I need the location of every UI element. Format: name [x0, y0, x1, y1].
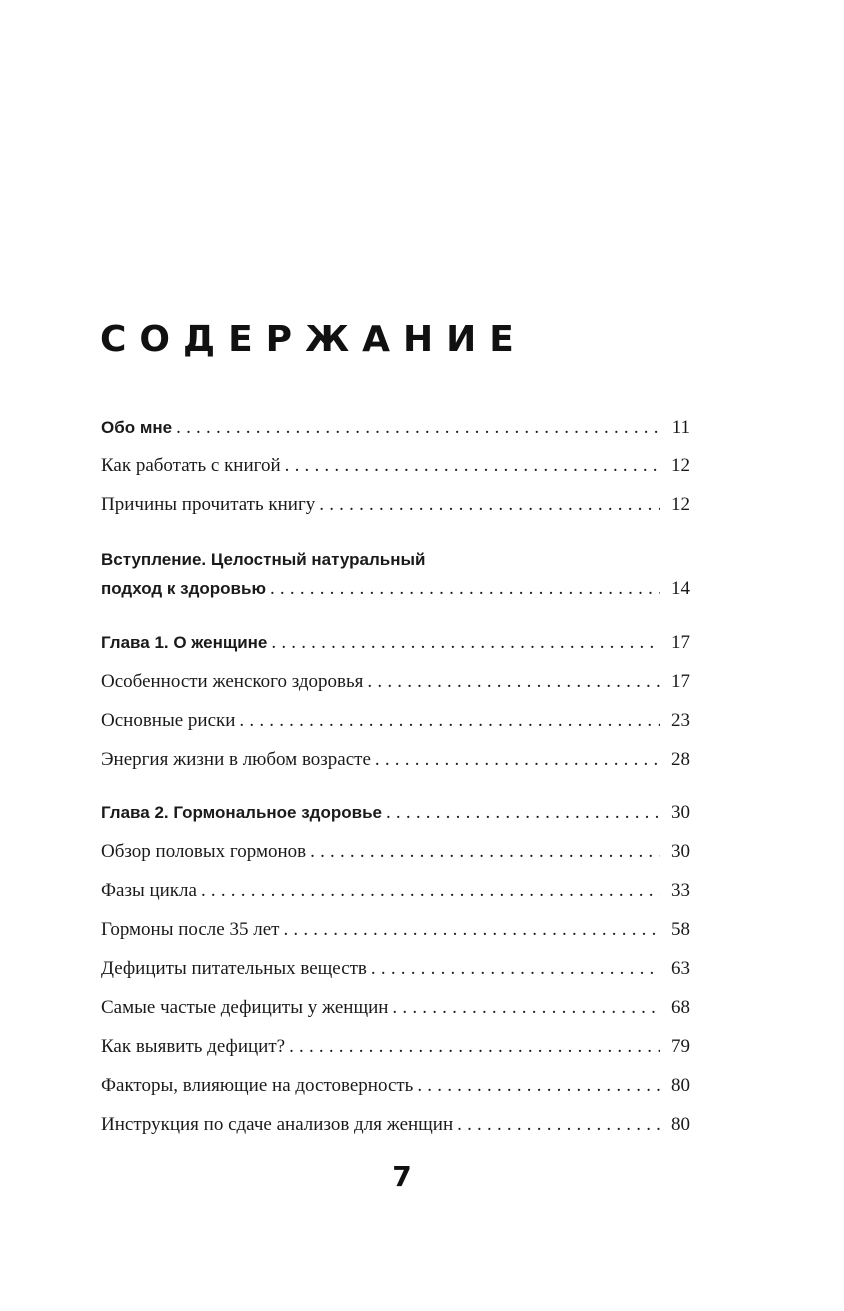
entry-title: Гормоны после 35 лет: [101, 919, 280, 940]
page-number: 30: [671, 841, 690, 862]
toc-entry-about[interactable]: [101, 417, 690, 447]
page-number: 23: [671, 710, 690, 731]
dot-leader: [201, 880, 660, 902]
dot-leader: [392, 997, 660, 1019]
dot-leader: [371, 958, 660, 980]
dot-leader: [239, 710, 660, 732]
dot-leader: [310, 841, 660, 863]
entry-title: Факторы, влияющие на достоверность: [101, 1075, 414, 1096]
entry-title: Причины прочитать книгу: [101, 494, 316, 515]
page-number: 17: [671, 671, 690, 692]
toc-entry[interactable]: [101, 1036, 690, 1066]
dot-leader: [367, 671, 660, 693]
entry-title: Глава 2. Гормональное здоровье: [101, 803, 382, 822]
page-number: 63: [671, 958, 690, 979]
dot-leader: [375, 749, 660, 771]
page-number: 79: [671, 1036, 690, 1057]
toc-entry[interactable]: [101, 880, 690, 910]
entry-title: Самые частые дефициты у женщин: [101, 997, 389, 1018]
toc-entry[interactable]: [101, 958, 690, 988]
toc-entry[interactable]: [101, 710, 690, 740]
dot-leader: [417, 1075, 660, 1097]
page-number: 28: [671, 749, 690, 770]
entry-title: Основные риски: [101, 710, 236, 731]
dot-leader: [270, 578, 660, 600]
page-number: 12: [671, 494, 690, 515]
entry-title: Как работать с книгой: [101, 455, 281, 476]
entry-title: Как выявить дефицит?: [101, 1036, 286, 1057]
entry-title: Энергия жизни в любом возрасте: [101, 749, 371, 770]
dot-leader: [289, 1036, 660, 1058]
page-number: 33: [671, 880, 690, 901]
dot-leader: [319, 494, 660, 516]
toc-entry[interactable]: [101, 997, 690, 1027]
page-number: 30: [671, 802, 690, 823]
page-number: 17: [671, 632, 690, 653]
entry-title: Дефициты питательных веществ: [101, 958, 367, 979]
toc-entry[interactable]: [101, 1114, 690, 1144]
dot-leader: [285, 455, 660, 477]
entry-title: Обо мне: [101, 418, 173, 437]
dot-leader: [386, 802, 660, 824]
toc-entry-reasons[interactable]: [101, 494, 690, 524]
toc-entry-chapter-1[interactable]: [101, 632, 690, 662]
toc-entry-intro-line1[interactable]: Вступление. Целостный натуральный: [101, 550, 426, 569]
entry-title: Обзор половых гормонов: [101, 841, 307, 862]
toc-entry[interactable]: [101, 841, 690, 871]
toc-entry-how-to-use[interactable]: [101, 455, 690, 485]
page-folio: 7: [392, 1160, 412, 1193]
page-number: 14: [671, 578, 690, 599]
entry-title: Инструкция по сдаче анализов для женщин: [101, 1114, 454, 1135]
toc-entry[interactable]: [101, 1075, 690, 1105]
dot-leader: [457, 1114, 660, 1136]
toc-entry-chapter-2[interactable]: [101, 802, 690, 832]
page-number: 68: [671, 997, 690, 1018]
dot-leader: [271, 632, 660, 654]
entry-title: Особенности женского здоровья: [101, 671, 364, 692]
page-number: 80: [671, 1075, 690, 1096]
page-number: 58: [671, 919, 690, 940]
entry-title: Фазы цикла: [101, 880, 197, 901]
page-number: 80: [671, 1114, 690, 1135]
toc-entry[interactable]: [101, 919, 690, 949]
toc-title: СОДЕРЖАНИЕ: [100, 319, 527, 360]
dot-leader: [283, 919, 660, 941]
toc-entry[interactable]: [101, 749, 690, 779]
entry-title: подход к здоровью: [101, 579, 266, 598]
toc-entry[interactable]: [101, 671, 690, 701]
toc-entry-intro[interactable]: [101, 578, 690, 608]
entry-title: Глава 1. О женщине: [101, 633, 268, 652]
page-number: 12: [671, 455, 690, 476]
dot-leader: [176, 417, 660, 439]
page-number: 11: [671, 417, 690, 438]
